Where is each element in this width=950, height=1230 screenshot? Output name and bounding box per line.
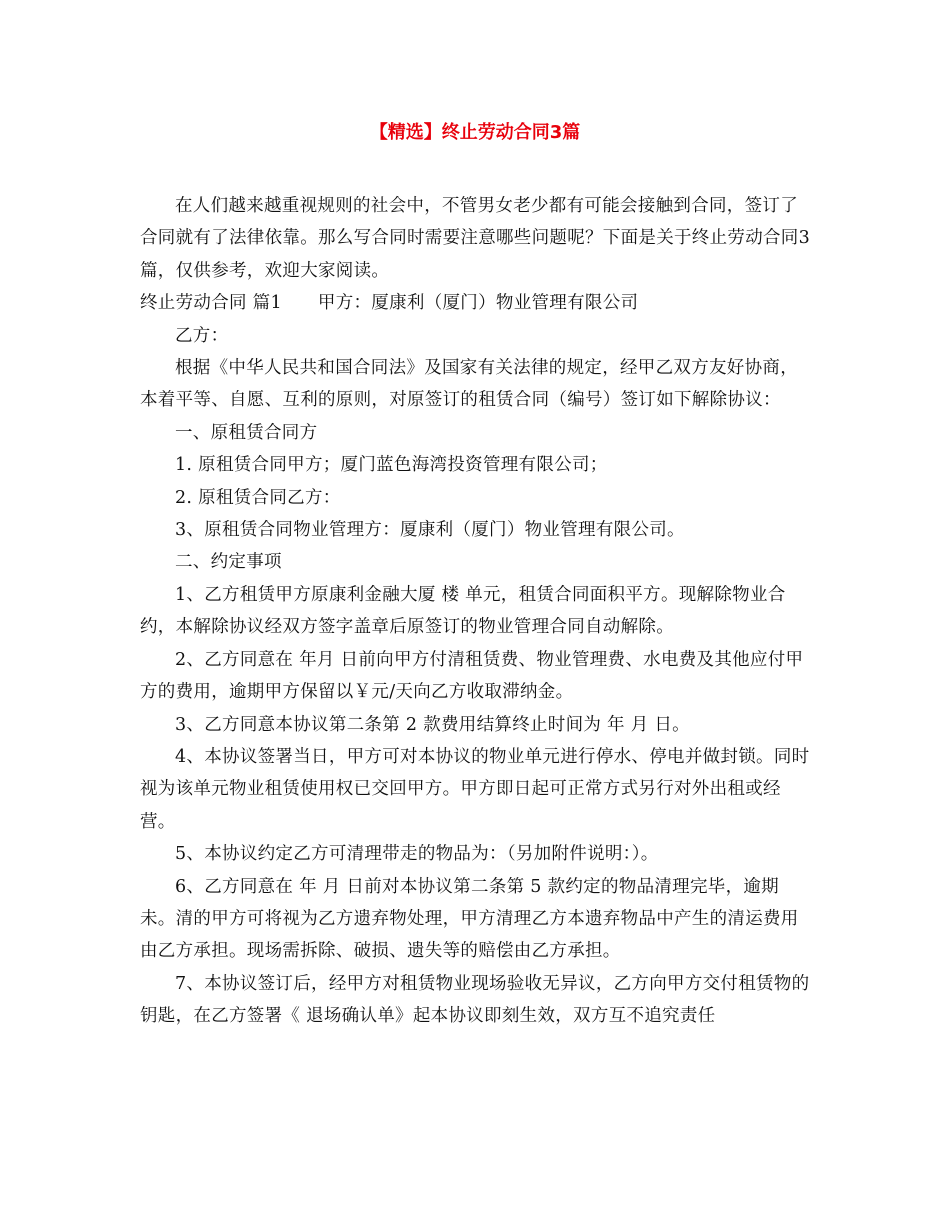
- clause-item: 3、乙方同意本协议第二条第 2 款费用结算终止时间为 年 月 日。: [175, 714, 690, 735]
- list-item: 2. 原租赁合同乙方：: [175, 487, 341, 508]
- clause-item: 1、乙方租赁甲方原康利金融大厦 楼 单元，租赁合同面积平方。现解除物业合约，本解除协议经双方签字盖章后原签订的物业管理合同自动解除。: [140, 584, 786, 638]
- clause-item: 2、乙方同意在 年月 日前向甲方付清租赁费、物业管理费、水电费及其他应付甲方的费用，逾期甲方保留以￥元/天向乙方收取滞纳金。: [140, 649, 804, 703]
- clause-item: 6、乙方同意在 年 月 日前对本协议第二条第 5 款约定的物品清理完毕，逾期未。清的甲方可将视为乙方遗弃物处理，甲方清理乙方本遗弃物品中产生的清运费用由乙方承担。现场需拆除、破损、遗失等的赔偿由乙方承担。: [140, 876, 799, 962]
- document-body: [140, 190, 812, 1033]
- document-title: 【精选】终止劳动合同3篇: [369, 122, 581, 143]
- clause-item: 5、本协议约定乙方可清理带走的物品为：（另加附件说明：）。: [175, 844, 659, 865]
- list-item: 3、原租赁合同物业管理方：厦康利（厦门）物业管理有限公司。: [175, 520, 685, 541]
- list-item: 1. 原租赁合同甲方；厦门蓝色海湾投资管理有限公司；: [175, 455, 608, 476]
- party-a: 甲方：厦康利（厦门）物业管理有限公司: [317, 293, 639, 314]
- intro-paragraph: 在人们越来越重视规则的社会中，不管男女老少都有可能会接触到合同，签订了合同就有了法律依靠。那么写合同时需要注意哪些问题呢？下面是关于终止劳动合同3篇，仅供参考，欢迎大家阅读。: [140, 196, 811, 281]
- party-b: 乙方：: [175, 325, 229, 346]
- section-heading: 终止劳动合同 篇1: [140, 293, 282, 314]
- heading-original-parties: 一、原租赁合同方: [175, 422, 318, 443]
- basis-paragraph: 根据《中华人民共和国合同法》及国家有关法律的规定，经甲乙双方友好协商，本着平等、自愿、互利的原则，对原签订的租赁合同（编号）签订如下解除协议：: [140, 358, 798, 411]
- clause-item: 4、本协议签署当日，甲方可对本协议的物业单元进行停水、停电并做封锁。同时视为该单元物业租赁使用权已交回甲方。甲方即日起可正常方式另行对外出租或经营。: [140, 746, 810, 832]
- heading-agreed-matters: 二、约定事项: [175, 552, 282, 573]
- section-heading-line: [140, 287, 812, 319]
- clause-item: 7、本协议签订后，经甲方对租赁物业现场验收无异议，乙方向甲方交付租赁物的钥匙，在乙方签署《 退场确认单》起本协议即刻生效，双方互不追究责任: [140, 973, 810, 1027]
